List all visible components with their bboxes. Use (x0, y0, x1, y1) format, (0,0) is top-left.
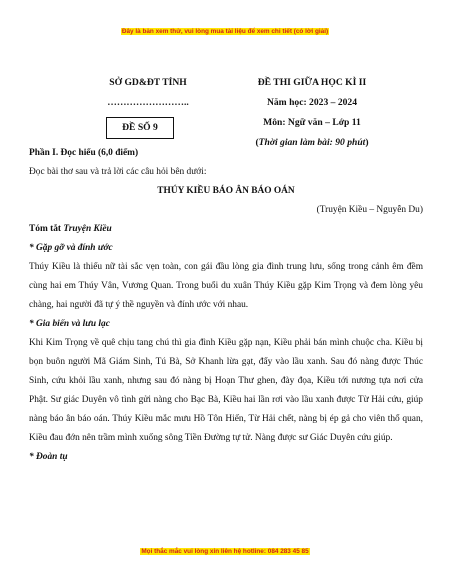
paragraph-meeting: Thúy Kiều là thiếu nữ tài sắc vẹn toàn, con gái đầu lòng gia đình trung lưu, sống trong cảnh êm đềm cùng hai em Thúy Vân, Vương Quan. Trong buổi du xuân Thúy Kiều gặp Kim Trọng và đem lòng yêu chàng, hai người đã tự ý thề nguyền và đính ước với nhau. (29, 262, 423, 310)
department-name: SỞ GD&ĐT TỈNH (109, 77, 187, 88)
hotline-text: Mọi thắc mắc vui lòng xin liên hệ hotline: 084 283 45 85 (141, 548, 309, 555)
document-body (29, 144, 423, 467)
summary-heading (29, 220, 423, 239)
exam-number-box: ĐỀ SỐ 9 (106, 117, 174, 139)
duration-open-paren: ( (255, 137, 259, 148)
duration-close-paren: ) (365, 137, 369, 148)
instruction-text: Đọc bài thơ sau và trả lời các câu hỏi bên dưới: (29, 167, 207, 177)
duration-text: Thời gian làm bài: 90 phút (258, 137, 366, 148)
paragraph-misfortune: Khi Kim Trọng về quê chịu tang chú thì gia đình Kiều gặp nạn, Kiều phải bán mình chuộc cha. Kiều bị bọn buôn người Mã Giám Sinh, Tú Bà, Sở Khanh lừa gạt, đẩy vào lầu xanh. Sau đó nàng được Thúc Sinh, cứu khỏi lầu xanh, nhưng sau đó nàng bị Hoạn Thư ghen, đày đọa, Kiều tới nương tựa nơi cửa Phật. Sư giác Duyên vô tình gửi nàng cho Bạc Bà, Kiều hai lần rơi vào lầu xanh được Từ Hải cứu, giúp nàng báo ân báo oán. Thúy Kiều mắc mưu Hồ Tôn Hiến, Từ Hải chết, nàng bị ép gả cho viên thổ quan, Kiều đau đớn nên trầm mình xuống sông Tiền Đường tự tử. Nàng được sư Giác Duyên cứu giúp. (29, 338, 423, 443)
header-right (232, 73, 392, 153)
exam-title: ĐỀ THI GIỮA HỌC KÌ II (257, 77, 367, 88)
subheading-meeting: * Gặp gỡ và đính ước (29, 243, 113, 253)
summary-label: Tóm tắt (29, 224, 64, 234)
preview-notice-text: Đây là bản xem thử, vui lòng mua tài liệu để xem chi tiết (có lời giải) (121, 28, 329, 35)
subheading-misfortune: * Gia biến và lưu lạc (29, 319, 110, 329)
summary-work-title: Truyện Kiều (63, 224, 112, 234)
header-left (78, 73, 218, 113)
subheading-reunion: * Đoàn tụ (29, 452, 68, 462)
poem-title: THÚY KIỀU BÁO ÂN BÁO OÁN (157, 186, 295, 196)
section-title: Phần I. Đọc hiểu (6,0 điểm) (29, 148, 139, 158)
school-year: Năm học: 2023 – 2024 (266, 97, 358, 108)
hotline-banner (0, 548, 450, 555)
preview-notice-banner (0, 28, 450, 35)
subject-grade: Môn: Ngữ văn – Lớp 11 (263, 117, 361, 128)
poem-source: (Truyện Kiều – Nguyễn Du) (316, 205, 423, 215)
province-dots: …………………….. (107, 97, 189, 108)
